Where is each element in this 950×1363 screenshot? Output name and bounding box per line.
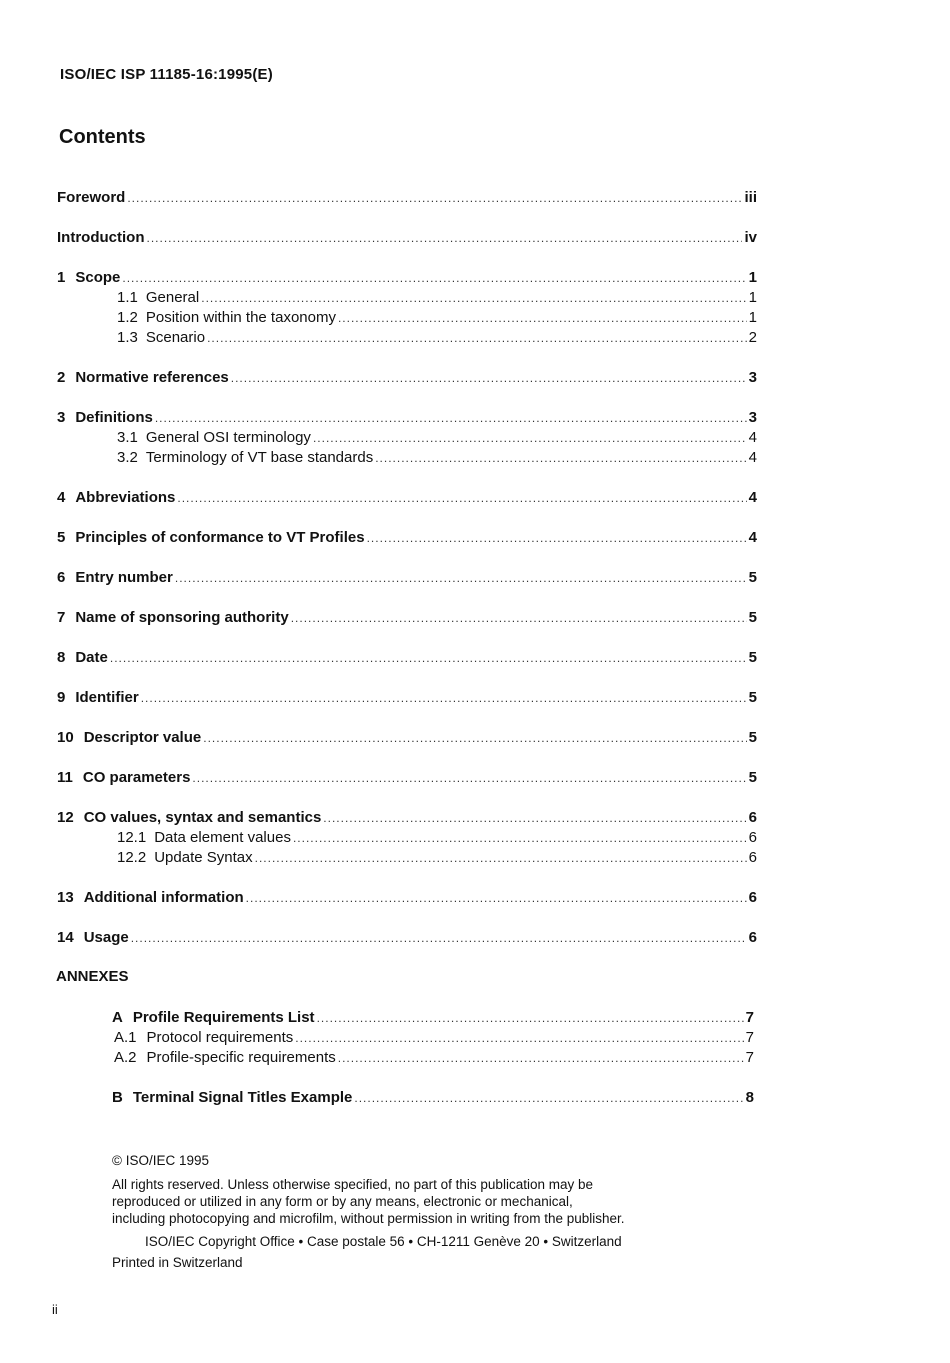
toc-entry-page: iii	[744, 189, 757, 206]
toc-entry-title: Usage	[83, 929, 129, 946]
toc-entry	[57, 568, 757, 588]
toc-entry-page: 1	[748, 309, 757, 326]
toc-entry-page: 1	[748, 289, 757, 306]
dot-leader	[295, 1028, 743, 1048]
toc-entry-page: 6	[748, 829, 757, 846]
toc-entry-title: Update Syntax	[154, 849, 253, 866]
dot-leader	[203, 728, 746, 748]
toc-entry-page: 6	[748, 849, 757, 866]
toc-entry-title: Entry number	[75, 569, 173, 586]
toc-entry-title: Foreword	[57, 189, 126, 206]
toc-entry-page: 7	[745, 1029, 754, 1046]
toc-entry	[57, 608, 757, 628]
toc-entry	[57, 768, 757, 788]
toc-entry-number: 10	[57, 729, 74, 746]
toc-entry-page: 5	[748, 609, 757, 626]
toc-entry-title: Position within the taxonomy	[145, 309, 336, 326]
toc-entry-title: Abbreviations	[75, 489, 176, 506]
dot-leader	[246, 888, 747, 908]
copyright-rights-line-3: including photocopying and microfilm, without permission in writing from the publisher.	[112, 1211, 625, 1226]
dot-leader	[313, 428, 747, 448]
toc-entry-title: Profile Requirements List	[132, 1009, 315, 1026]
toc-entry-page: 3	[748, 409, 757, 426]
toc-entry-page: 7	[745, 1049, 754, 1066]
toc-entry-title: Additional information	[83, 889, 244, 906]
toc-entry-number: 12.2	[117, 849, 147, 866]
toc-entry	[117, 428, 757, 448]
dot-leader	[146, 228, 742, 248]
toc-entry	[117, 828, 757, 848]
page-folio: ii	[52, 1302, 58, 1317]
toc-entry-page: 7	[745, 1009, 754, 1026]
toc-entry-title: Identifier	[75, 689, 139, 706]
dot-leader	[323, 808, 746, 828]
toc-entry	[57, 488, 757, 508]
toc-entry-title: Principles of conformance to VT Profiles	[75, 529, 365, 546]
toc-entry	[57, 408, 757, 428]
dot-leader	[122, 268, 746, 288]
toc-entry-number: 2	[57, 369, 66, 386]
toc-entry	[114, 1028, 754, 1048]
dot-leader	[155, 408, 747, 428]
toc-entry-page: 5	[748, 649, 757, 666]
dot-leader	[141, 688, 747, 708]
toc-entry	[117, 308, 757, 328]
printed-in: Printed in Switzerland	[112, 1255, 243, 1270]
toc-entry-title: Normative references	[75, 369, 229, 386]
toc-entry-number: 3.2	[117, 449, 138, 466]
toc-entry-number: 5	[57, 529, 66, 546]
toc-entry-page: 6	[748, 929, 757, 946]
dot-leader	[110, 648, 747, 668]
annexes-heading: ANNEXES	[56, 968, 129, 985]
toc-entry-number: 14	[57, 929, 74, 946]
toc-entry-number: 11	[57, 769, 73, 786]
toc-entry-page: 5	[748, 769, 757, 786]
toc-entry	[114, 1048, 754, 1068]
dot-leader	[131, 928, 747, 948]
toc-entry-number: A	[112, 1009, 123, 1026]
dot-leader	[354, 1088, 743, 1108]
toc-entry-number: 8	[57, 649, 66, 666]
toc-entry-title: Name of sponsoring authority	[75, 609, 289, 626]
toc-entry-title: Protocol requirements	[146, 1029, 294, 1046]
toc-entry	[117, 448, 757, 468]
toc-entry	[117, 288, 757, 308]
toc-entry	[112, 1088, 754, 1108]
toc-entry	[57, 368, 757, 388]
copyright-notice: © ISO/IEC 1995	[112, 1153, 209, 1168]
toc-entry-number: 13	[57, 889, 74, 906]
toc-entry-page: 5	[748, 729, 757, 746]
toc-entry-number: 3	[57, 409, 66, 426]
toc-entry-title: Definitions	[75, 409, 153, 426]
dot-leader	[317, 1008, 744, 1028]
dot-leader	[338, 1048, 744, 1068]
toc-entry-title: Terminology of VT base standards	[145, 449, 374, 466]
dot-leader	[127, 188, 742, 208]
dot-leader	[231, 368, 747, 388]
toc-entry	[57, 808, 757, 828]
dot-leader	[201, 288, 746, 308]
toc-entry	[57, 648, 757, 668]
dot-leader	[293, 828, 747, 848]
toc-entry-title: Date	[75, 649, 108, 666]
toc-entry	[57, 728, 757, 748]
toc-entry-title: CO values, syntax and semantics	[83, 809, 322, 826]
page-title: Contents	[59, 126, 146, 148]
dot-leader	[192, 768, 746, 788]
toc-entry-title: CO parameters	[82, 769, 191, 786]
toc-entry-title: Descriptor value	[83, 729, 202, 746]
dot-leader	[207, 328, 747, 348]
dot-leader	[367, 528, 747, 548]
toc-entry-number: 6	[57, 569, 66, 586]
toc-entry	[57, 528, 757, 548]
toc-entry-number: A.1	[114, 1029, 137, 1046]
toc-entry	[57, 888, 757, 908]
dot-leader	[175, 568, 747, 588]
toc-entry-number: 4	[57, 489, 66, 506]
copyright-rights-line-1: All rights reserved. Unless otherwise specified, no part of this publication may be	[112, 1177, 593, 1192]
toc-entry-title: Introduction	[57, 229, 145, 246]
toc-entry-title: Scenario	[145, 329, 206, 346]
toc-entry-number: 3.1	[117, 429, 138, 446]
toc-entry-number: 1.1	[117, 289, 138, 306]
dot-leader	[375, 448, 746, 468]
copyright-office: ISO/IEC Copyright Office • Case postale 56 • CH-1211 Genève 20 • Switzerland	[145, 1234, 622, 1249]
toc-entry	[57, 928, 757, 948]
toc-entry	[117, 848, 757, 868]
toc-entry-page: 4	[748, 529, 757, 546]
toc-entry-page: 6	[748, 889, 757, 906]
toc-entry-page: 8	[745, 1089, 754, 1106]
toc-entry-number: 1.3	[117, 329, 138, 346]
toc-entry-page: 1	[748, 269, 757, 286]
toc-entry-page: 5	[748, 689, 757, 706]
toc-entry-page: iv	[744, 229, 757, 246]
toc-entry-number: 9	[57, 689, 66, 706]
toc-entry-number: A.2	[114, 1049, 137, 1066]
toc-entry-number: 7	[57, 609, 66, 626]
toc-entry-number: 12	[57, 809, 74, 826]
toc-entry	[57, 228, 757, 248]
toc-entry-title: Terminal Signal Titles Example	[132, 1089, 353, 1106]
toc-entry-page: 5	[748, 569, 757, 586]
toc-entry-page: 4	[748, 489, 757, 506]
copyright-rights-line-2: reproduced or utilized in any form or by any means, electronic or mechanical,	[112, 1194, 573, 1209]
toc-entry-title: Profile-specific requirements	[146, 1049, 336, 1066]
document-identifier: ISO/IEC ISP 11185-16:1995(E)	[60, 66, 273, 83]
toc-entry-number: 1.2	[117, 309, 138, 326]
toc-entry	[117, 328, 757, 348]
toc-entry-title: Data element values	[154, 829, 291, 846]
dot-leader	[255, 848, 747, 868]
dot-leader	[177, 488, 746, 508]
toc-entry	[57, 268, 757, 288]
toc-entry-page: 3	[748, 369, 757, 386]
toc-entry-title: General	[145, 289, 200, 306]
toc-entry-number: 12.1	[117, 829, 147, 846]
dot-leader	[291, 608, 747, 628]
dot-leader	[338, 308, 747, 328]
toc-entry	[57, 188, 757, 208]
toc-entry-page: 4	[748, 429, 757, 446]
toc-entry-number: 1	[57, 269, 66, 286]
toc-entry-page: 2	[748, 329, 757, 346]
toc-entry-title: General OSI terminology	[145, 429, 311, 446]
toc-entry-title: Scope	[75, 269, 121, 286]
toc-entry	[57, 688, 757, 708]
toc-entry-page: 4	[748, 449, 757, 466]
toc-entry	[112, 1008, 754, 1028]
toc-entry-page: 6	[748, 809, 757, 826]
toc-entry-number: B	[112, 1089, 123, 1106]
